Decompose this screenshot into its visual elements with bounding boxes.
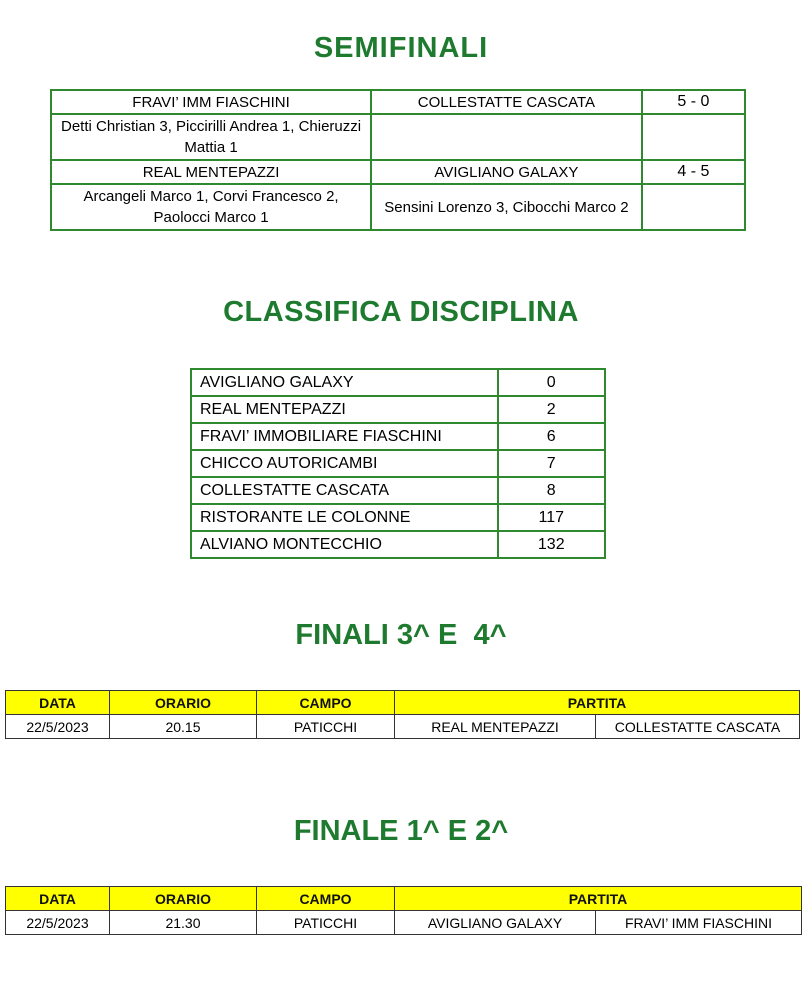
finale-1-2-title: FINALE 1^ E 2^ bbox=[293, 815, 509, 847]
header-data: DATA bbox=[6, 691, 110, 715]
match-date: 22/5/2023 bbox=[6, 911, 110, 935]
away-scorers bbox=[371, 114, 642, 160]
table-row bbox=[51, 90, 745, 114]
home-team: FRAVI’ IMM FIASCHINI bbox=[51, 90, 371, 114]
away-team: FRAVI’ IMM FIASCHINI bbox=[596, 911, 802, 935]
match-score: 4 - 5 bbox=[642, 160, 745, 184]
table-row bbox=[51, 184, 745, 230]
table-header-row bbox=[6, 691, 800, 715]
home-team: AVIGLIANO GALAXY bbox=[395, 911, 596, 935]
home-scorers: Detti Christian 3, Piccirilli Andrea 1, Chieruzzi Mattia 1 bbox=[51, 114, 371, 160]
match-date: 22/5/2023 bbox=[6, 715, 110, 739]
empty-cell bbox=[642, 184, 745, 230]
table-row bbox=[191, 450, 605, 477]
header-partita: PARTITA bbox=[395, 691, 800, 715]
match-time: 21.30 bbox=[110, 911, 257, 935]
table-row bbox=[191, 369, 605, 396]
header-data: DATA bbox=[6, 887, 110, 911]
home-team: REAL MENTEPAZZI bbox=[51, 160, 371, 184]
away-team: COLLESTATTE CASCATA bbox=[596, 715, 800, 739]
team-name: ALVIANO MONTECCHIO bbox=[191, 531, 498, 558]
team-points: 117 bbox=[498, 504, 605, 531]
header-partita: PARTITA bbox=[395, 887, 802, 911]
match-score: 5 - 0 bbox=[642, 90, 745, 114]
table-row bbox=[191, 396, 605, 423]
team-points: 0 bbox=[498, 369, 605, 396]
team-name: COLLESTATTE CASCATA bbox=[191, 477, 498, 504]
table-row bbox=[191, 423, 605, 450]
team-name: RISTORANTE LE COLONNE bbox=[191, 504, 498, 531]
team-name: AVIGLIANO GALAXY bbox=[191, 369, 498, 396]
team-points: 132 bbox=[498, 531, 605, 558]
match-field: PATICCHI bbox=[257, 911, 395, 935]
disciplina-table bbox=[190, 368, 606, 559]
table-row bbox=[51, 114, 745, 160]
match-field: PATICCHI bbox=[257, 715, 395, 739]
finali-3-4-title: FINALI 3^ E 4^ bbox=[295, 619, 507, 651]
finale-1-2-table bbox=[5, 886, 802, 935]
home-scorers: Arcangeli Marco 1, Corvi Francesco 2, Paolocci Marco 1 bbox=[51, 184, 371, 230]
table-row bbox=[191, 504, 605, 531]
empty-cell bbox=[642, 114, 745, 160]
home-team: REAL MENTEPAZZI bbox=[395, 715, 596, 739]
team-points: 6 bbox=[498, 423, 605, 450]
table-row bbox=[191, 531, 605, 558]
disciplina-title: CLASSIFICA DISCIPLINA bbox=[223, 296, 579, 328]
header-campo: CAMPO bbox=[257, 691, 395, 715]
away-team: COLLESTATTE CASCATA bbox=[371, 90, 642, 114]
team-points: 8 bbox=[498, 477, 605, 504]
team-name: CHICCO AUTORICAMBI bbox=[191, 450, 498, 477]
header-orario: ORARIO bbox=[110, 691, 257, 715]
table-header-row bbox=[6, 887, 802, 911]
finali-3-4-table bbox=[5, 690, 800, 739]
away-team: AVIGLIANO GALAXY bbox=[371, 160, 642, 184]
match-time: 20.15 bbox=[110, 715, 257, 739]
header-orario: ORARIO bbox=[110, 887, 257, 911]
team-points: 7 bbox=[498, 450, 605, 477]
table-row bbox=[6, 911, 802, 935]
team-name: REAL MENTEPAZZI bbox=[191, 396, 498, 423]
team-name: FRAVI’ IMMOBILIARE FIASCHINI bbox=[191, 423, 498, 450]
table-row bbox=[51, 160, 745, 184]
team-points: 2 bbox=[498, 396, 605, 423]
table-row bbox=[191, 477, 605, 504]
header-campo: CAMPO bbox=[257, 887, 395, 911]
semifinali-table bbox=[50, 89, 746, 231]
semifinali-title: SEMIFINALI bbox=[313, 32, 489, 64]
table-row bbox=[6, 715, 800, 739]
away-scorers: Sensini Lorenzo 3, Cibocchi Marco 2 bbox=[371, 184, 642, 230]
